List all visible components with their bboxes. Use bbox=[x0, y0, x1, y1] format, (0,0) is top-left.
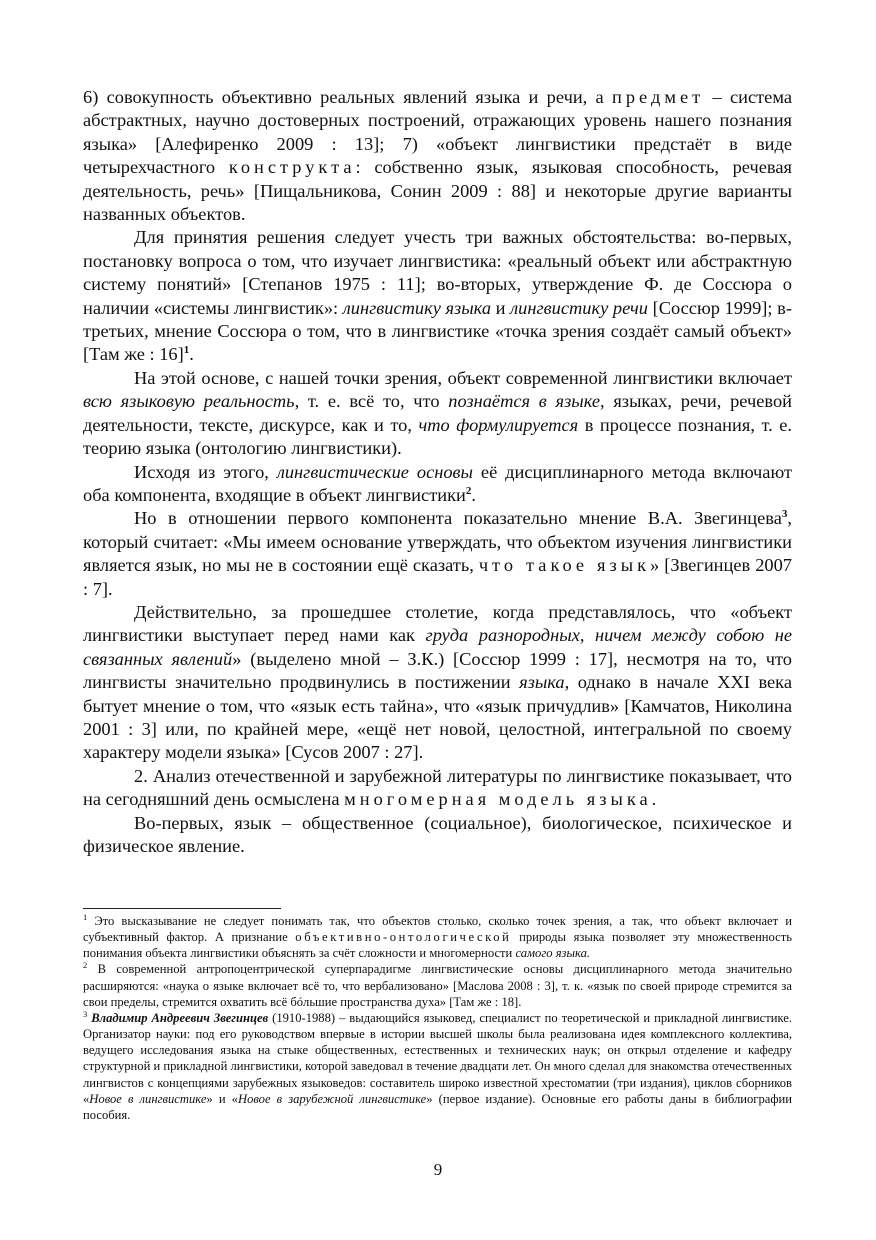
spaced-emphasis: конструкта bbox=[228, 157, 356, 178]
text-run: , языках, речи, речевой деятельности, тексте, дискурсе, как и то, bbox=[83, 391, 792, 435]
footnote-ref: 1 bbox=[183, 344, 190, 357]
italic-run: познаётся в языке bbox=[448, 391, 601, 412]
paragraph bbox=[83, 461, 792, 508]
text-run: » (выделено мной – З.К.) [Соссюр 1999 : 17], несмотря на то, что лингвисты значительно продвинулись в постижении bbox=[83, 648, 792, 693]
text-run: . bbox=[651, 789, 657, 810]
text-run: природы языка позволяет эту множественность понимания объекта лингвистики объяснять за счёт сложности и многомерности bbox=[83, 930, 792, 961]
footnote-ref: 1 bbox=[83, 912, 88, 922]
text-run: Действительно, за прошедшее столетие, когда представлялось, что «объект лингвистики выступает перед нами как bbox=[83, 601, 792, 646]
text-run: , который считает: «Мы имеем основание утверждать, что объектом изучения лингвистики является язык, но мы не в состоянии ещё сказать, bbox=[83, 508, 792, 576]
footnotes bbox=[83, 913, 792, 1123]
text-run: её дисциплинарного метода включают оба компонента, входящие в объект лингвистики bbox=[83, 461, 792, 505]
paragraph bbox=[83, 507, 792, 601]
text-run: в процессе познания, т. е. теорию языка (онтологию лингвистики). bbox=[83, 414, 792, 459]
text-run: – система абстрактных, научно достоверных построений, отражающих уровень нашего познания языка» [Алефиренко 2009 : 13]; 7) «объект лингвистики предстаёт в виде четырехчастного bbox=[83, 87, 792, 178]
italic-run: языка bbox=[519, 672, 565, 693]
text-run: 6) совокупность объективно реальных явлений языка и речи, а bbox=[83, 87, 613, 107]
text-run: Исходя из этого, bbox=[134, 461, 277, 482]
footnote-separator bbox=[83, 908, 281, 909]
text-run: На этой основе, с нашей точки зрения, объект современной лингвистики включает bbox=[134, 367, 792, 388]
text-run: Для принятия решения следует учесть три важных обстоятельства: во-первых, постановку вопроса о том, что изучает лингвистика: «реальный объект или абстрактную систему понятий» [Степанов 1975 : 11]; во-вторых, утверждение Ф. де Соссюра о наличии «системы лингвистик»: bbox=[83, 227, 792, 318]
footnote-ref: 3 bbox=[83, 1008, 88, 1019]
italic-run: всю языковую реальность bbox=[83, 391, 295, 412]
text-run: В современной антропоцентрической суперпарадигме лингвистические основы дисциплинарного метода значительно расширяются: «наука о языке включает всё то, что вербализовано» [Маслова 2008 : 3], т. к. «язык по своей природе стремится за свои пределы, стремится охватить всё бóльшие пространства духа» [Там же : 18]. bbox=[83, 962, 792, 1009]
italic-run: лингвистические основы bbox=[276, 461, 473, 482]
paragraph bbox=[83, 367, 792, 461]
footnote-ref: 3 bbox=[781, 508, 788, 521]
text-run: (1910-1988) – выдающийся языковед, специалист по теоретической и прикладной лингвистике. Организатор науки: под его руководством впервые в истории высшей школы была реализована идея комплексного коллектива, ведущего исследования языка на стыке общественных, естественных и технических наук; он открыл отделение и кафедру структурной и прикладной лингвистики, которой заведовал в течение двадцати лет. Он много сделал для знакомства отечественных лингвистов с концепциями зарубежных языковедов: составитель широко известной хрестоматии (три издания), циклов сборников « bbox=[83, 1010, 793, 1106]
italic-run: Новое в лингвистике bbox=[89, 1091, 207, 1106]
text-run: » [Звегинцев 2007 : 7]. bbox=[83, 555, 792, 599]
italic-run: самого языка. bbox=[515, 946, 591, 961]
spaced-emphasis: предмет bbox=[612, 87, 705, 107]
paragraph bbox=[83, 812, 792, 859]
text-run: , однако в начале XXI века бытует мнение о том, что «язык есть тайна», что «язык причудлив» [Камчатов, Николина 2001 : 3] или, по крайней мере, «ещё нет новой, целостной, интегральной по своему характеру модели языка» [Сусов 2007 : 27]. bbox=[83, 672, 793, 763]
italic-run: лингвистику речи bbox=[510, 297, 648, 318]
footnote-ref: 2 bbox=[83, 960, 88, 971]
footnote bbox=[83, 913, 792, 961]
text-run: . bbox=[471, 484, 476, 505]
italic-run: лингвистику языка bbox=[342, 297, 492, 318]
footnote bbox=[83, 961, 792, 1009]
text-run: Во-первых, язык – общественное (социальное), биологическое, психическое и физическое явление. bbox=[83, 812, 792, 856]
paragraph bbox=[83, 765, 792, 812]
footnote bbox=[83, 1010, 792, 1123]
text-run: [Соссюр 1999]; в-третьих, мнение Соссюра о том, что в лингвистике «точка зрения создаёт самый объект» [Там же : 16] bbox=[83, 297, 792, 365]
text-run: . bbox=[189, 344, 194, 365]
italic-run: что формулируется bbox=[418, 414, 579, 435]
text-run: » (первое издание). Основные его работы даны в библиографии пособия. bbox=[83, 1091, 792, 1122]
bold-italic-run: Владимир Андреевич Звегинцев bbox=[91, 1010, 269, 1025]
text-run: 2. Анализ отечественной и зарубежной литературы по лингвистике показывает, что на сегодняшний день осмыслена bbox=[83, 765, 792, 810]
italic-run: Новое в зарубежной лингвистике bbox=[237, 1091, 427, 1106]
spaced-emphasis: объективно-онтологической bbox=[295, 930, 512, 945]
text-run: Но в отношении первого компонента показательно мнение В.А. Звегинцева bbox=[134, 508, 782, 529]
paragraph bbox=[83, 601, 792, 765]
text-run: и bbox=[491, 297, 511, 318]
spaced-emphasis: что такое язык bbox=[478, 555, 651, 576]
spaced-emphasis: многомерная модель языка bbox=[344, 789, 652, 810]
text-run: » и « bbox=[206, 1091, 238, 1106]
text-run: , т. е. всё то, что bbox=[294, 391, 449, 412]
text-run: Это высказывание не следует понимать так, что объектов столько, сколько точек зрения, а так, что объект включает и субъективный фактор. А признание bbox=[83, 914, 792, 945]
italic-run: груда разнородных, ничем между собою не связанных явлений bbox=[83, 625, 792, 669]
main-text bbox=[83, 86, 792, 858]
footnote-ref: 2 bbox=[465, 484, 472, 497]
paragraph bbox=[83, 86, 792, 226]
text-run: : собственно язык, языковая способность, речевая деятельность, речь» [Пищальникова, Сонин 2009 : 88] и некоторые другие варианты названных объектов. bbox=[83, 157, 792, 225]
page-number: 9 bbox=[433, 1160, 443, 1179]
paragraph bbox=[83, 226, 792, 366]
